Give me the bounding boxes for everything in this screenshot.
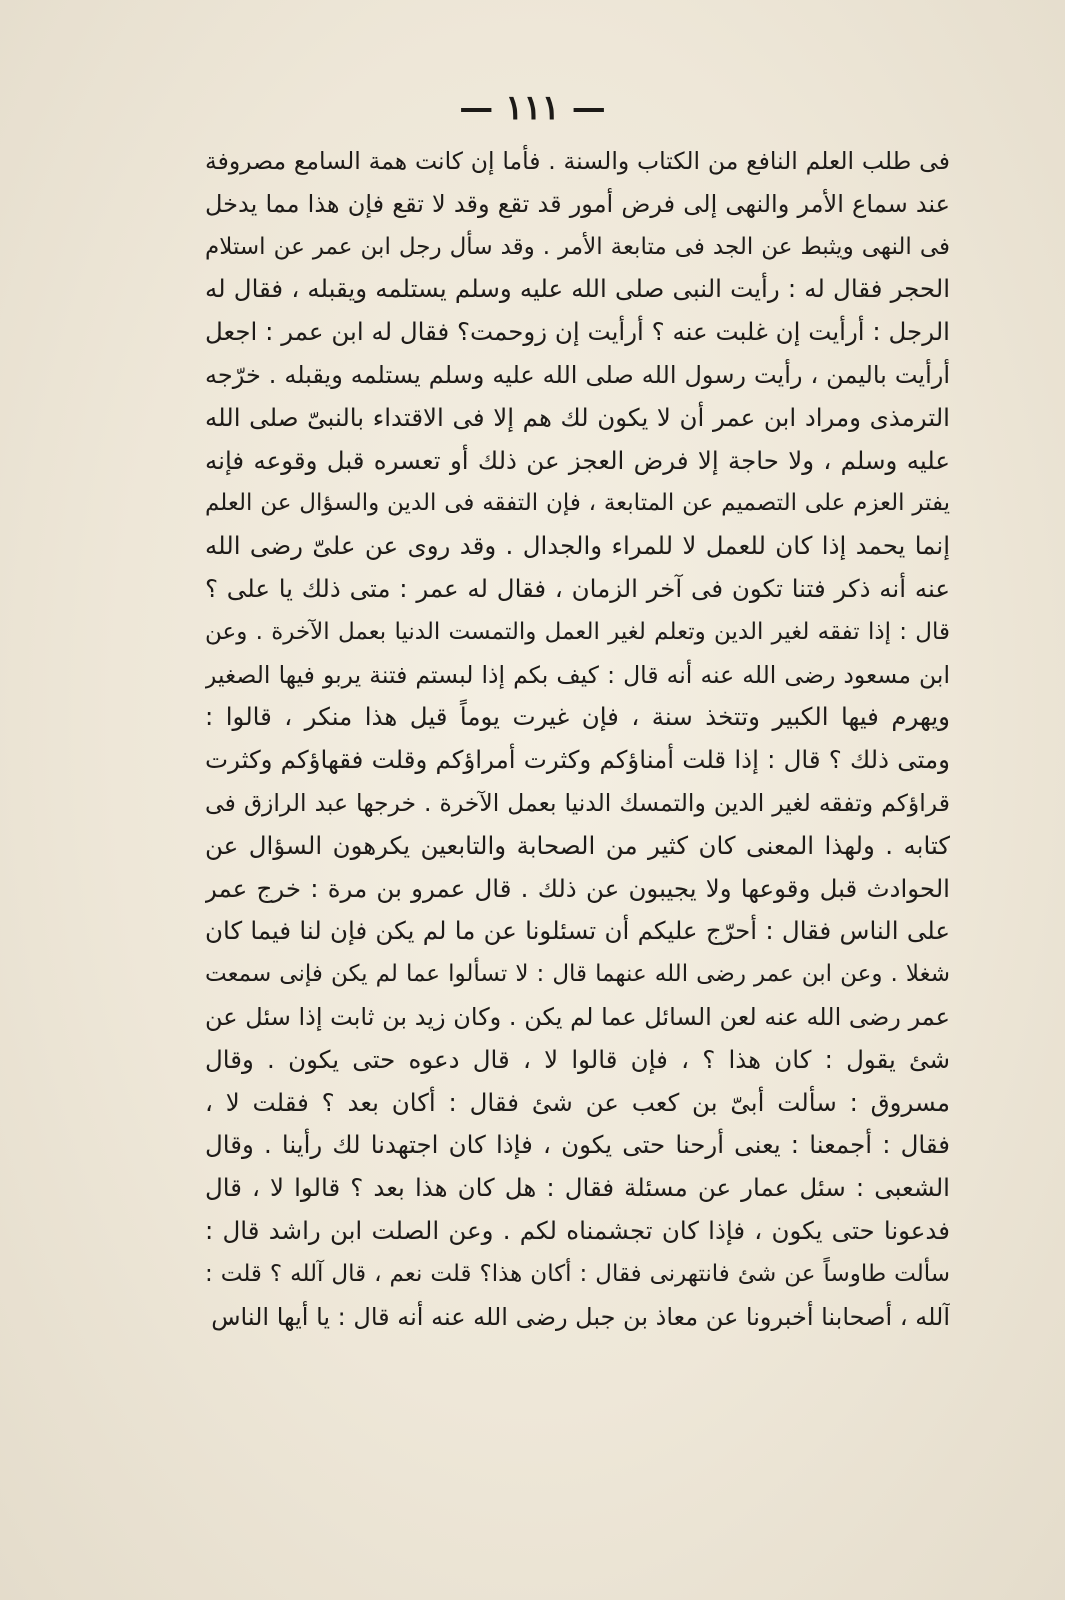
text-line: عليه وسلم ، ولا حاجة إلا فرض العجز عن ذلك أو تعسره قبل وقوعه فإنه [205,445,950,475]
page-number: — ١١١ — [459,88,606,128]
text-line: الحجر فقال له : رأيت النبى صلى الله عليه وسلم يستلمه ويقبله ، فقال له [205,274,950,304]
text-line: فى النهى ويثبط عن الجد فى متابعة الأمر . وقد سأل رجل ابن عمر عن استلام [205,233,950,260]
text-line: شئ يقول : كان هذا ؟ ، فإن قالوا لا ، قال دعوه حتى يكون . وقال [205,1044,950,1074]
text-line: الترمذى ومراد ابن عمر أن لا يكون لك هم إلا فى الاقتداء بالنبىّ صلى الله [205,402,950,432]
text-line: عمر رضى الله عنه لعن السائل عما لم يكن . وكان زيد بن ثابت إذا سئل عن [205,1002,950,1031]
text-line: ابن مسعود رضى الله عنه أنه قال : كيف بكم إذا لبستم فتنة يربو فيها الصغير [205,660,950,689]
text-line: الشعبى : سئل عمار عن مسئلة فقال : هل كان هذا بعد ؟ قالوا لا ، قال [205,1173,950,1203]
text-line: شغلا . وعن ابن عمر رضى الله عنهما قال : لا تسألوا عما لم يكن فإنى سمعت [205,961,950,988]
text-line: كتابه . ولهذا المعنى كان كثير من الصحابة والتابعين يكرهون السؤال عن [205,830,950,860]
body-text [205,140,950,1338]
text-line: على الناس فقال : أحرّج عليكم أن تسئلونا عن ما لم يكن فإن لنا فيما كان [205,916,950,946]
text-line: الحوادث قبل وقوعها ولا يجيبون عن ذلك . قال عمرو بن مرة : خرج عمر [205,873,950,903]
text-line: فقال : أجمعنا : يعنى أرحنا حتى يكون ، فإذا كان اجتهدنا لك رأينا . وقال [205,1130,950,1160]
text-line: ويهرم فيها الكبير وتتخذ سنة ، فإن غيرت يوماً قيل هذا منكر ، قالوا : [205,702,950,732]
text-line: فدعونا حتى يكون ، فإذا كان تجشمناه لكم . وعن الصلت ابن راشد قال : [205,1215,950,1245]
text-line: فى طلب العلم النافع من الكتاب والسنة . فأما إن كانت همة السامع مصروفة [205,147,950,175]
text-line: ومتى ذلك ؟ قال : إذا قلت أمناؤكم وكثرت أمراؤكم وقلت فقهاؤكم وكثرت [205,745,950,775]
text-line: إنما يحمد إذا كان للعمل لا للمراء والجدال . وقد روى عن علىّ رضى الله [205,531,950,561]
text-line: قال : إذا تفقه لغير الدين وتعلم لغير العمل والتمست الدنيا بعمل الآخرة . وعن [205,618,950,645]
text-line: قراؤكم وتفقه لغير الدين والتمسك الدنيا بعمل الآخرة . خرجها عبد الرازق فى [205,788,950,817]
text-line: يفتر العزم على التصميم عن المتابعة ، فإن التفقه فى الدين والسؤال عن العلم [205,490,950,517]
text-line: عند سماع الأمر والنهى إلى فرض أمور قد تقع وقد لا تقع فإن هذا مما يدخل [205,189,950,218]
text-line: آلله ، أصحابنا أخبرونا عن معاذ بن جبل رضى الله عنه أنه قال : يا أيها الناس [211,1302,950,1331]
text-line: أرأيت باليمن ، رأيت رسول الله صلى الله عليه وسلم يستلمه ويقبله . خرّجه [205,360,950,389]
text-line: مسروق : سألت أبىّ بن كعب عن شئ فقال : أكان بعد ؟ فقلت لا ، [205,1087,950,1117]
text-line: عنه أنه ذكر فتنا تكون فى آخر الزمان ، فقال له عمر : متى ذلك يا على ؟ [205,573,950,603]
text-line: الرجل : أرأيت إن غلبت عنه ؟ أرأيت إن زوحمت؟ فقال له ابن عمر : اجعل [205,317,950,347]
text-line: سألت طاوساً عن شئ فانتهرنى فقال : أكان هذا؟ قلت نعم ، قال آلله ؟ قلت : [205,1260,950,1287]
